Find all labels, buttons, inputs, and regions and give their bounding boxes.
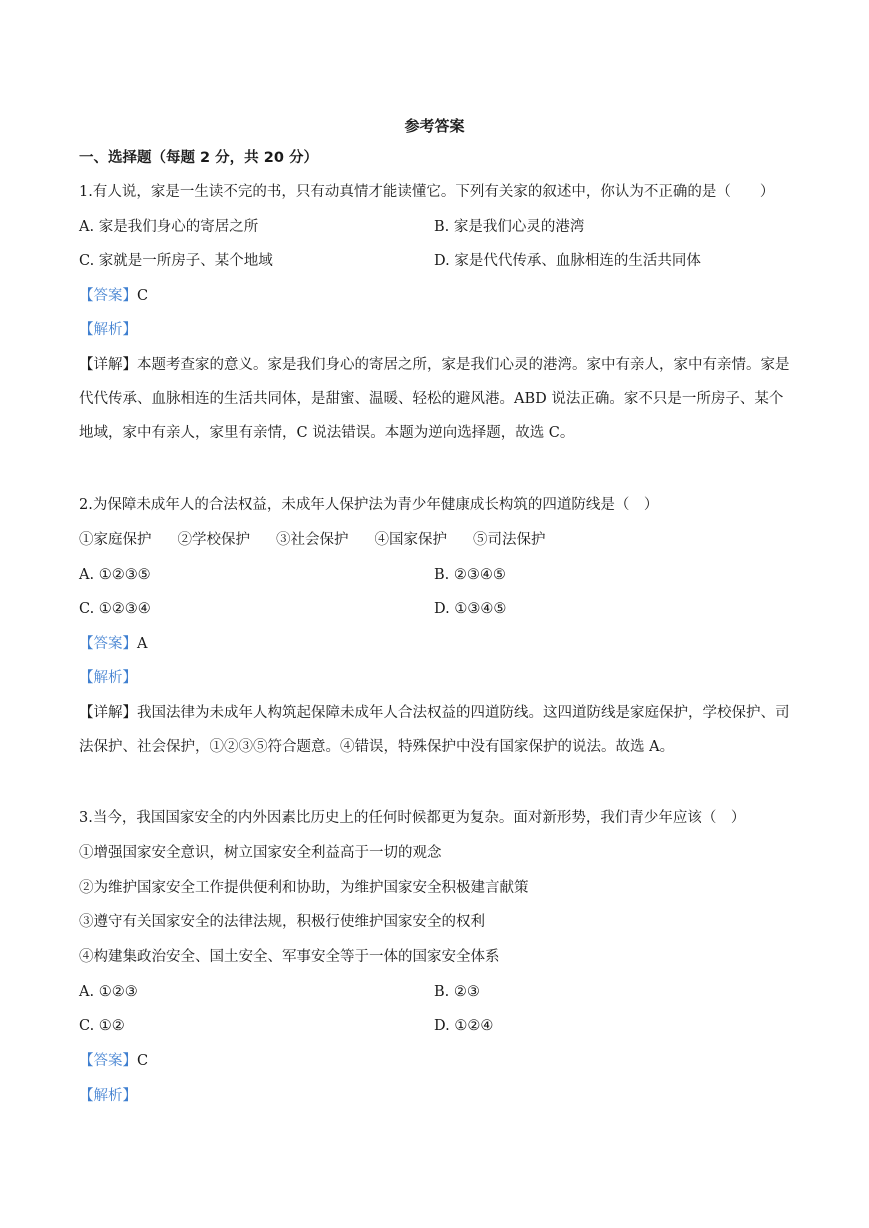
q3-analysis [79, 1086, 137, 1106]
q3-stem: 3.当今，我国国家安全的内外因素比历史上的任何时候都更为复杂。面对新形势，我们青少年应该（ ） [79, 810, 746, 826]
q2-detail-text: 我国法律为未成年人构筑起保障未成年人合法权益的四道防线。这四道防线是家庭保护，学校保护、司法保护、社会保护，①②③⑤符合题意。④错误，特殊保护中没有国家保护的说法。故选 A。 [79, 705, 790, 755]
q2-option-a: A. ①②③⑤ [79, 567, 151, 583]
q3-statement-2: ②为维护国家安全工作提供便利和协助，为维护国家安全积极建言献策 [79, 880, 529, 896]
q2-item: ③社会保护 [276, 532, 349, 548]
q3-option-b: B. ②③ [434, 984, 480, 1000]
q3-option-d: D. ①②④ [434, 1018, 494, 1034]
q2-option-d: D. ①③④⑤ [434, 601, 507, 617]
q1-stem: 1.有人说，家是一生读不完的书，只有动真情才能读懂它。下列有关家的叙述中，你认为不正确的是（ ） [79, 184, 775, 200]
q2-item: ②学校保护 [177, 532, 250, 548]
analysis-tag: 【解析】 [79, 322, 137, 338]
q1-answer [79, 286, 148, 306]
answer-tag: 【答案】 [79, 288, 137, 304]
q2-detail [79, 696, 791, 764]
q2-stem: 2.为保障未成年人的合法权益，未成年人保护法为青少年健康成长构筑的四道防线是（ ） [79, 497, 659, 513]
q3-answer-value: C [137, 1053, 149, 1069]
q3-answer [79, 1051, 148, 1071]
q3-option-a: A. ①②③ [79, 984, 138, 1000]
analysis-tag: 【解析】 [79, 670, 137, 686]
q2-items [79, 530, 572, 550]
q3-statement-1: ①增强国家安全意识，树立国家安全利益高于一切的观念 [79, 845, 442, 861]
page-title: 参考答案 [404, 117, 465, 135]
q3-statement-3: ③遵守有关国家安全的法律法规，积极行使维护国家安全的权利 [79, 914, 485, 930]
q3-statement-4: ④构建集政治安全、国土安全、军事安全等于一体的国家安全体系 [79, 949, 500, 965]
q1-answer-value: C [137, 288, 149, 304]
q1-option-a: A. 家是我们身心的寄居之所 [79, 219, 259, 235]
q2-item: ④国家保护 [374, 532, 447, 548]
q1-option-c: C. 家就是一所房子、某个地域 [79, 253, 273, 269]
q2-item: ①家庭保护 [79, 532, 152, 548]
answer-tag: 【答案】 [79, 636, 137, 652]
q2-option-c: C. ①②③④ [79, 601, 151, 617]
q1-detail [79, 348, 791, 450]
q1-option-b: B. 家是我们心灵的港湾 [434, 219, 585, 235]
q2-analysis [79, 668, 137, 688]
q1-option-d: D. 家是代代传承、血脉相连的生活共同体 [434, 253, 701, 269]
q1-detail-text: 本题考查家的意义。家是我们身心的寄居之所，家是我们心灵的港湾。家中有亲人，家中有亲情。家是代代传承、血脉相连的生活共同体，是甜蜜、温暖、轻松的避风港。ABD 说法正确。家不只是一所房子、某个地域，家中有亲人，家里有亲情，C 说法错误。本题为逆向选择题，故选 C。 [79, 357, 790, 441]
analysis-tag: 【解析】 [79, 1088, 137, 1104]
q2-answer [79, 634, 147, 654]
answer-tag: 【答案】 [79, 1053, 137, 1069]
section-heading: 一、选择题（每题 2 分，共 20 分） [79, 150, 318, 166]
q2-item: ⑤司法保护 [473, 532, 546, 548]
q2-option-b: B. ②③④⑤ [434, 567, 506, 583]
q2-answer-value: A [137, 636, 148, 652]
q1-analysis [79, 320, 137, 340]
detail-tag: 【详解】 [79, 357, 137, 373]
q3-option-c: C. ①② [79, 1018, 125, 1034]
detail-tag: 【详解】 [79, 705, 137, 721]
